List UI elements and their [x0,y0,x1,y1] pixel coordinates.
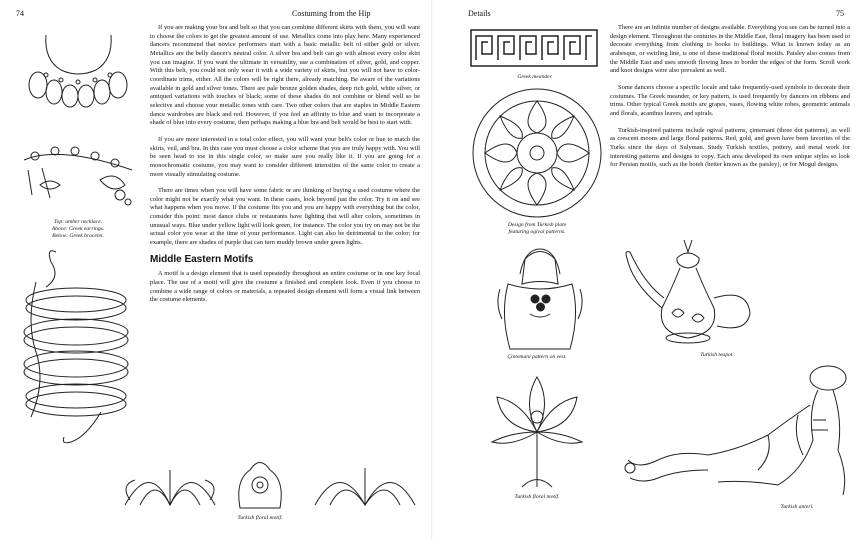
paragraph: There are times when you will have some fabric or are thinking of buying a used costume where the color might not be exactly what you want. In these cases, look beyond just the color. Try it on and see what happens when you move. If the costume fits you and you are happy with everything but the color, consider this point: most dance clubs or restaurants have lighting that will alter colors, sometimes in unusual ways. Blue under yellow light will look green, for instance. The color you try on may not be the actual color you wear at the time of your performance. Light can also be detrimental to the color; for example, there are shades of purple that can turn muddy brown under green lights. [150,187,420,247]
floral-caption-right: Turkish floral motif. [514,494,560,500]
jewelry-caption [18,219,138,241]
running-header-right: Details [468,9,491,18]
caption-line: Below: Greek bracelet. [52,233,104,240]
vest-caption: Çintemani pattern on vest. [507,354,567,360]
snake-bracelet-illustration [16,242,136,452]
right-body-text [610,24,850,178]
running-header-left: Costuming from the Hip [292,9,371,18]
amber-necklace-illustration [16,30,141,110]
caption-line: Design from Turkish plate [507,222,567,228]
turkish-floral-motif-left-illustration [120,450,420,512]
meander-caption: Greek meander. [517,74,553,80]
greek-meander-illustration [470,28,598,68]
plate-caption [462,222,612,236]
section-heading: Middle Eastern Motifs [150,253,254,265]
caption-line: featuring ogival patterns. [508,229,566,236]
right-page [432,0,864,540]
turkish-teapot-illustration [622,238,762,348]
page-number-left: 74 [16,9,24,18]
page-number-right: 75 [836,9,844,18]
paragraph: Some dancers choose a specific locale and take frequently-used symbols to decorate their costumes. The Greek meander, or key pattern, is used frequently by dancers on ribbons and trims. Other typical Greek motifs are grapes, vases, flowing white robes, geometric animals and florals, acanthus leaves, and spirals. [610,83,850,117]
paragraph: There are an infinite number of designs available. Everything you see can be turned into a design element. Throughout the centuries in the Middle East, floral imagery has been used to decorate everything from clothing to books to buildings. What is known today as an arabesque, or swirling line, is one of these traditional floral motifs. Paisley also comes from the Middle East and uses smooth flowing lines to border the edges of the form. Scroll work and knot designs were also prevalent as well. [610,24,850,75]
turkish-anteri-illustration [618,360,858,500]
turkish-floral-motif-right-illustration [482,372,592,492]
paragraph: If you are making your bra and belt so that you can combine different skirts with them, you will want to choose the colors to get the greatest amount of use. Metallics come into play here. Many experienced dancers recommend that novice performers start with a basic metallic belt of either gold or silver. Metallics are the belly dancer's neutral color. A silver bra and belt can go with almost every color skirt you can imagine. If you want the ultimate in versatility, use a combination of silver, gold, and copper. With this belt, you could not only wear it with a wide variety of skirts, but you will not have to color-coordinate trims, either. All the colors will be right there, already matching. Be aware of the variations available in gold and silver tones. There are pale bronze golden shades, deep rich gold, white silver, or antiqued variations with touches of black; some of these shades do not combine or blend well so be selective and choose your metallic tones with care. Two other colors that are staples in Middle Eastern dance wardrobes are black and red. However, if you feel an affinity to blue and want to incorporate a shade of blue into every costume, then perhaps making a blue bra and belt would be best to start with. [150,24,420,127]
paragraph: A motif is a design element that is used repeatedly throughout an entire costume or in one key focal place. The use of a motif will give the costume a finished and complete look. Even if you choose to combine a wide range of colors or materials, a repeated design element will form a visual link between the costume elements. [150,270,420,304]
teapot-caption: Turkish teapot. [700,352,734,358]
caption-line: Above: Greek earrings. [51,226,105,233]
paragraph: Turkish-inspired patterns include ogival patterns, çintemani (three dot patterns), as well as crescent moons and large floral patterns. Red, gold, and green have been favorites of the Turks since the days of Sulyman. Study Turkish textiles, pottery, and metal work for interesting patterns and designs to copy. Each area developed its own unique styles so look for Persian motifs, such as the boteh (better known as the paisley), or for Mogul designs. [610,126,850,169]
floral-caption-left: Turkish floral motif. [237,515,283,521]
caption-line: Top: amber necklace. [53,219,103,225]
left-body-text [150,24,420,313]
cintemani-vest-illustration [490,244,590,352]
turkish-plate-illustration [470,86,604,220]
anteri-caption: Turkish anteri. [780,504,814,510]
greek-earrings-illustration [20,140,138,210]
paragraph: If you are more interested in a total color effect, you will want your belt's color or hue to match the skirts, veil, and bra. In this case you must choose a color scheme that you are truly happy with. You will be seen head to toe in this single color, so make sure you really like it. If you are going for a monochromatic costume, you may want to consider different intensities of the same color to create a more visually stimulating costume. [150,135,420,178]
